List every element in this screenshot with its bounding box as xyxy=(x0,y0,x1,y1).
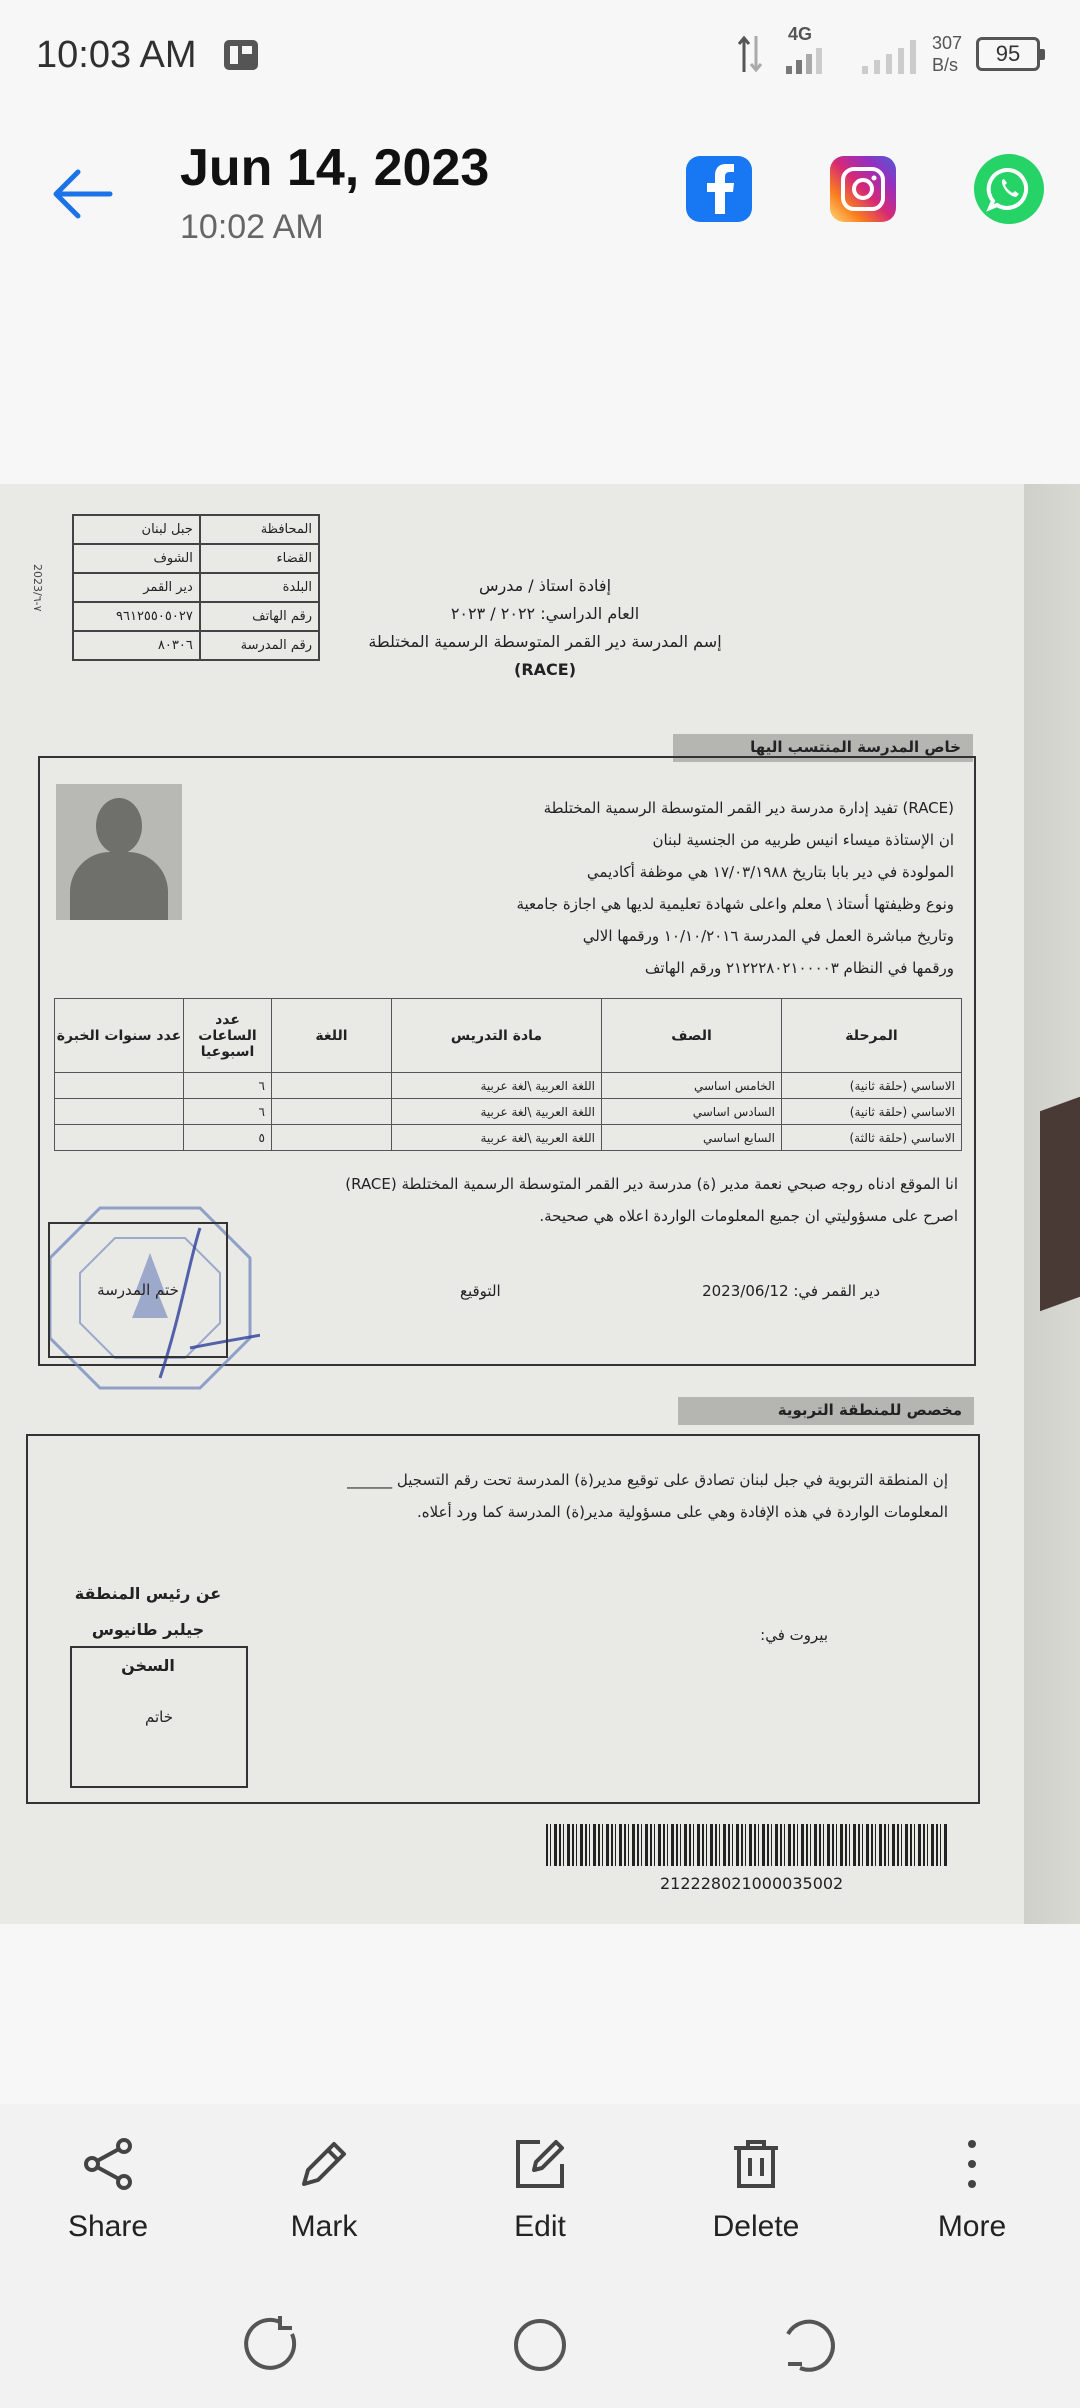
district-value: الشوف xyxy=(73,544,200,573)
cell: الاساسي (حلقة ثانية) xyxy=(782,1073,962,1099)
cell xyxy=(272,1099,392,1125)
document-heading xyxy=(360,572,730,684)
signature-label: التوقيع xyxy=(460,1282,501,1300)
home-icon[interactable] xyxy=(505,2310,575,2380)
trash-icon xyxy=(726,2134,786,2194)
cell xyxy=(55,1125,184,1151)
column-header: المرحلة xyxy=(782,999,962,1073)
detail-line: ان الإستاذة ميساء انيس طربيه من الجنسية لبنان xyxy=(652,831,954,849)
cell: اللغة العربية \لغة عربية xyxy=(392,1099,602,1125)
column-header: عدد الساعات اسبوعيا xyxy=(184,999,272,1073)
race-label: (RACE) xyxy=(514,660,576,679)
column-header: الصف xyxy=(602,999,782,1073)
column-header: اللغة xyxy=(272,999,392,1073)
signal-icon xyxy=(858,30,918,78)
phone-label: رقم الهاتف xyxy=(200,602,319,631)
net-rate-value: 307 xyxy=(931,33,962,53)
photo-viewer[interactable] xyxy=(0,484,1080,1924)
instagram-share-button[interactable] xyxy=(830,156,896,222)
back-button[interactable] xyxy=(44,156,120,232)
table-row xyxy=(55,1099,962,1125)
cell: الاساسي (حلقة ثالثة) xyxy=(782,1125,962,1151)
table-header-row xyxy=(55,999,962,1073)
phone-value: ٩٦١٢٥٥٠٥٠٢٧ xyxy=(73,602,200,631)
cell xyxy=(272,1073,392,1099)
section-school-box xyxy=(38,756,976,1366)
cell xyxy=(55,1073,184,1099)
mark-button[interactable] xyxy=(216,2104,432,2280)
cell: السابع اساسي xyxy=(602,1125,782,1151)
status-indicators xyxy=(736,24,1040,80)
more-vertical-icon xyxy=(942,2134,1002,2194)
share-button[interactable] xyxy=(0,2104,216,2280)
network-rate xyxy=(932,32,962,76)
edit-label: Edit xyxy=(514,2210,566,2243)
status-bar xyxy=(0,0,1080,110)
table-row xyxy=(55,1125,962,1151)
net-rate-unit: B/s xyxy=(931,55,958,75)
school-name: إسم المدرسة دير القمر المتوسطة الرسمية المختلطة xyxy=(368,632,722,651)
table-row xyxy=(55,1073,962,1099)
status-time: 10:03 AM xyxy=(36,34,197,76)
province-label: المحافظة xyxy=(200,515,319,544)
recent-apps-icon[interactable] xyxy=(236,2310,306,2380)
declaration-line: انا الموقع ادناه روجه صبحي نعمة مدير (ة) مدرسة دير القمر المتوسطة الرسمية المختلطة (RACE) xyxy=(345,1175,958,1193)
signal-4g-icon xyxy=(780,24,844,78)
share-label: Share xyxy=(67,2210,149,2243)
region-line: إن المنطقة التربوية في جبل لبنان تصادق على توقيع مدير(ة) المدرسة تحت رقم التسجيل ______ xyxy=(347,1471,948,1489)
whatsapp-icon xyxy=(986,166,1032,212)
detail-line: ورقمها في النظام ٢١٢٢٢٨٠٢١٠٠٠٠٣ ورقم الهاتف xyxy=(644,959,954,977)
school-seal-label: ختم المدرسة xyxy=(97,1281,179,1299)
school-number-value: ٨٠٣٠٦ xyxy=(73,631,200,660)
detail-line: المولودة في دير بابا بتاريخ ١٧/٠٣/١٩٨٨ هي موظفة أكاديمي xyxy=(586,863,954,881)
cell: ٦ xyxy=(184,1073,272,1099)
delete-button[interactable] xyxy=(648,2104,864,2280)
section-region-tab: مخصص للمنطقة التربوية xyxy=(678,1397,974,1425)
barcode xyxy=(546,1824,948,1866)
cell: الخامس اساسي xyxy=(602,1073,782,1099)
detail-line: ونوع وظيفتها أستاذ \ معلم واعلى شهادة تعليمية لديها هي اجازة جامعية xyxy=(516,895,954,913)
more-button[interactable] xyxy=(864,2104,1080,2280)
region-line: المعلومات الواردة في هذه الإفادة وهي على مسؤولية مدير(ة) المدرسة كما ورد أعلاه. xyxy=(417,1503,948,1521)
edit-button[interactable] xyxy=(432,2104,648,2280)
back-nav-icon[interactable] xyxy=(774,2310,844,2380)
cell: الاساسي (حلقة ثانية) xyxy=(782,1099,962,1125)
region-head-name: جيلبر طانيوس السخن xyxy=(91,1620,205,1675)
column-header: عدد سنوات الخبرة xyxy=(55,999,184,1073)
arrow-left-icon xyxy=(50,169,114,219)
photo-background-object xyxy=(1040,1097,1080,1312)
pencil-icon xyxy=(294,2134,354,2194)
province-value: جبل لبنان xyxy=(73,515,200,544)
teacher-details xyxy=(234,792,954,984)
section-region-box xyxy=(26,1434,980,1804)
cell: اللغة العربية \لغة عربية xyxy=(392,1125,602,1151)
column-header: مادة التدريس xyxy=(392,999,602,1073)
town-value: دير القمر xyxy=(73,573,200,602)
cell xyxy=(55,1099,184,1125)
declaration-line: اصرح على مسؤوليتي ان جميع المعلومات الواردة اعلاه هي صحيحة. xyxy=(539,1207,958,1225)
beirut-date: بيروت في: xyxy=(760,1626,828,1644)
photo-time: 10:02 AM xyxy=(180,208,324,246)
facebook-share-button[interactable] xyxy=(686,156,752,222)
notification-icon xyxy=(222,36,260,74)
edit-icon xyxy=(510,2134,570,2194)
share-icon xyxy=(78,2134,138,2194)
document-title: إفادة استاذ / مدرس xyxy=(478,576,612,595)
network-type: 4G xyxy=(787,24,812,44)
cell: السادس اساسي xyxy=(602,1099,782,1125)
school-year: العام الدراسي: ٢٠٢٢ / ٢٠٢٣ xyxy=(450,604,640,623)
photo-date: Jun 14, 2023 xyxy=(180,139,490,197)
header xyxy=(0,120,1080,260)
detail-line: (RACE) تفيد إدارة مدرسة دير القمر المتوسطة الرسمية المختلطة xyxy=(543,799,954,817)
mark-label: Mark xyxy=(290,2210,358,2243)
region-text xyxy=(248,1464,948,1528)
whatsapp-share-button[interactable] xyxy=(974,154,1044,224)
battery-level: 95 xyxy=(995,41,1021,66)
school-number-label: رقم المدرسة xyxy=(200,631,319,660)
cell: ٦ xyxy=(184,1099,272,1125)
district-label: القضاء xyxy=(200,544,319,573)
barcode-number: 212228021000035002 xyxy=(660,1874,844,1893)
bottom-toolbar xyxy=(0,2104,1080,2280)
cell xyxy=(272,1125,392,1151)
cell: ٥ xyxy=(184,1125,272,1151)
place-date: دير القمر في: 2023/06/12 xyxy=(702,1282,880,1300)
cell: اللغة العربية \لغة عربية xyxy=(392,1073,602,1099)
region-head-title: عن رئيس المنطقة xyxy=(74,1584,222,1603)
battery-icon xyxy=(976,37,1040,71)
navigation-bar xyxy=(0,2280,1080,2408)
region-stamp-label: خاتم xyxy=(144,1708,173,1726)
document-paper xyxy=(0,484,1024,1924)
region-stamp-box xyxy=(70,1646,248,1788)
section-school-tab: خاص المدرسة المنتسب اليها xyxy=(673,734,973,762)
info-table xyxy=(72,514,320,661)
delete-label: Delete xyxy=(712,2210,800,2243)
facebook-icon xyxy=(699,164,739,214)
instagram-icon xyxy=(840,166,886,212)
town-label: البلدة xyxy=(200,573,319,602)
data-arrows-icon xyxy=(736,32,766,76)
subjects-table xyxy=(54,998,962,1151)
detail-line: وتاريخ مباشرة العمل في المدرسة ١٠/١٠/٢٠١٦ ورقمها الالي xyxy=(582,927,954,945)
more-label: More xyxy=(937,2210,1007,2243)
side-code: 2023/٧-٦ xyxy=(31,564,44,612)
signature-row xyxy=(460,1282,880,1300)
avatar xyxy=(56,784,182,920)
school-seal-box xyxy=(48,1222,228,1358)
